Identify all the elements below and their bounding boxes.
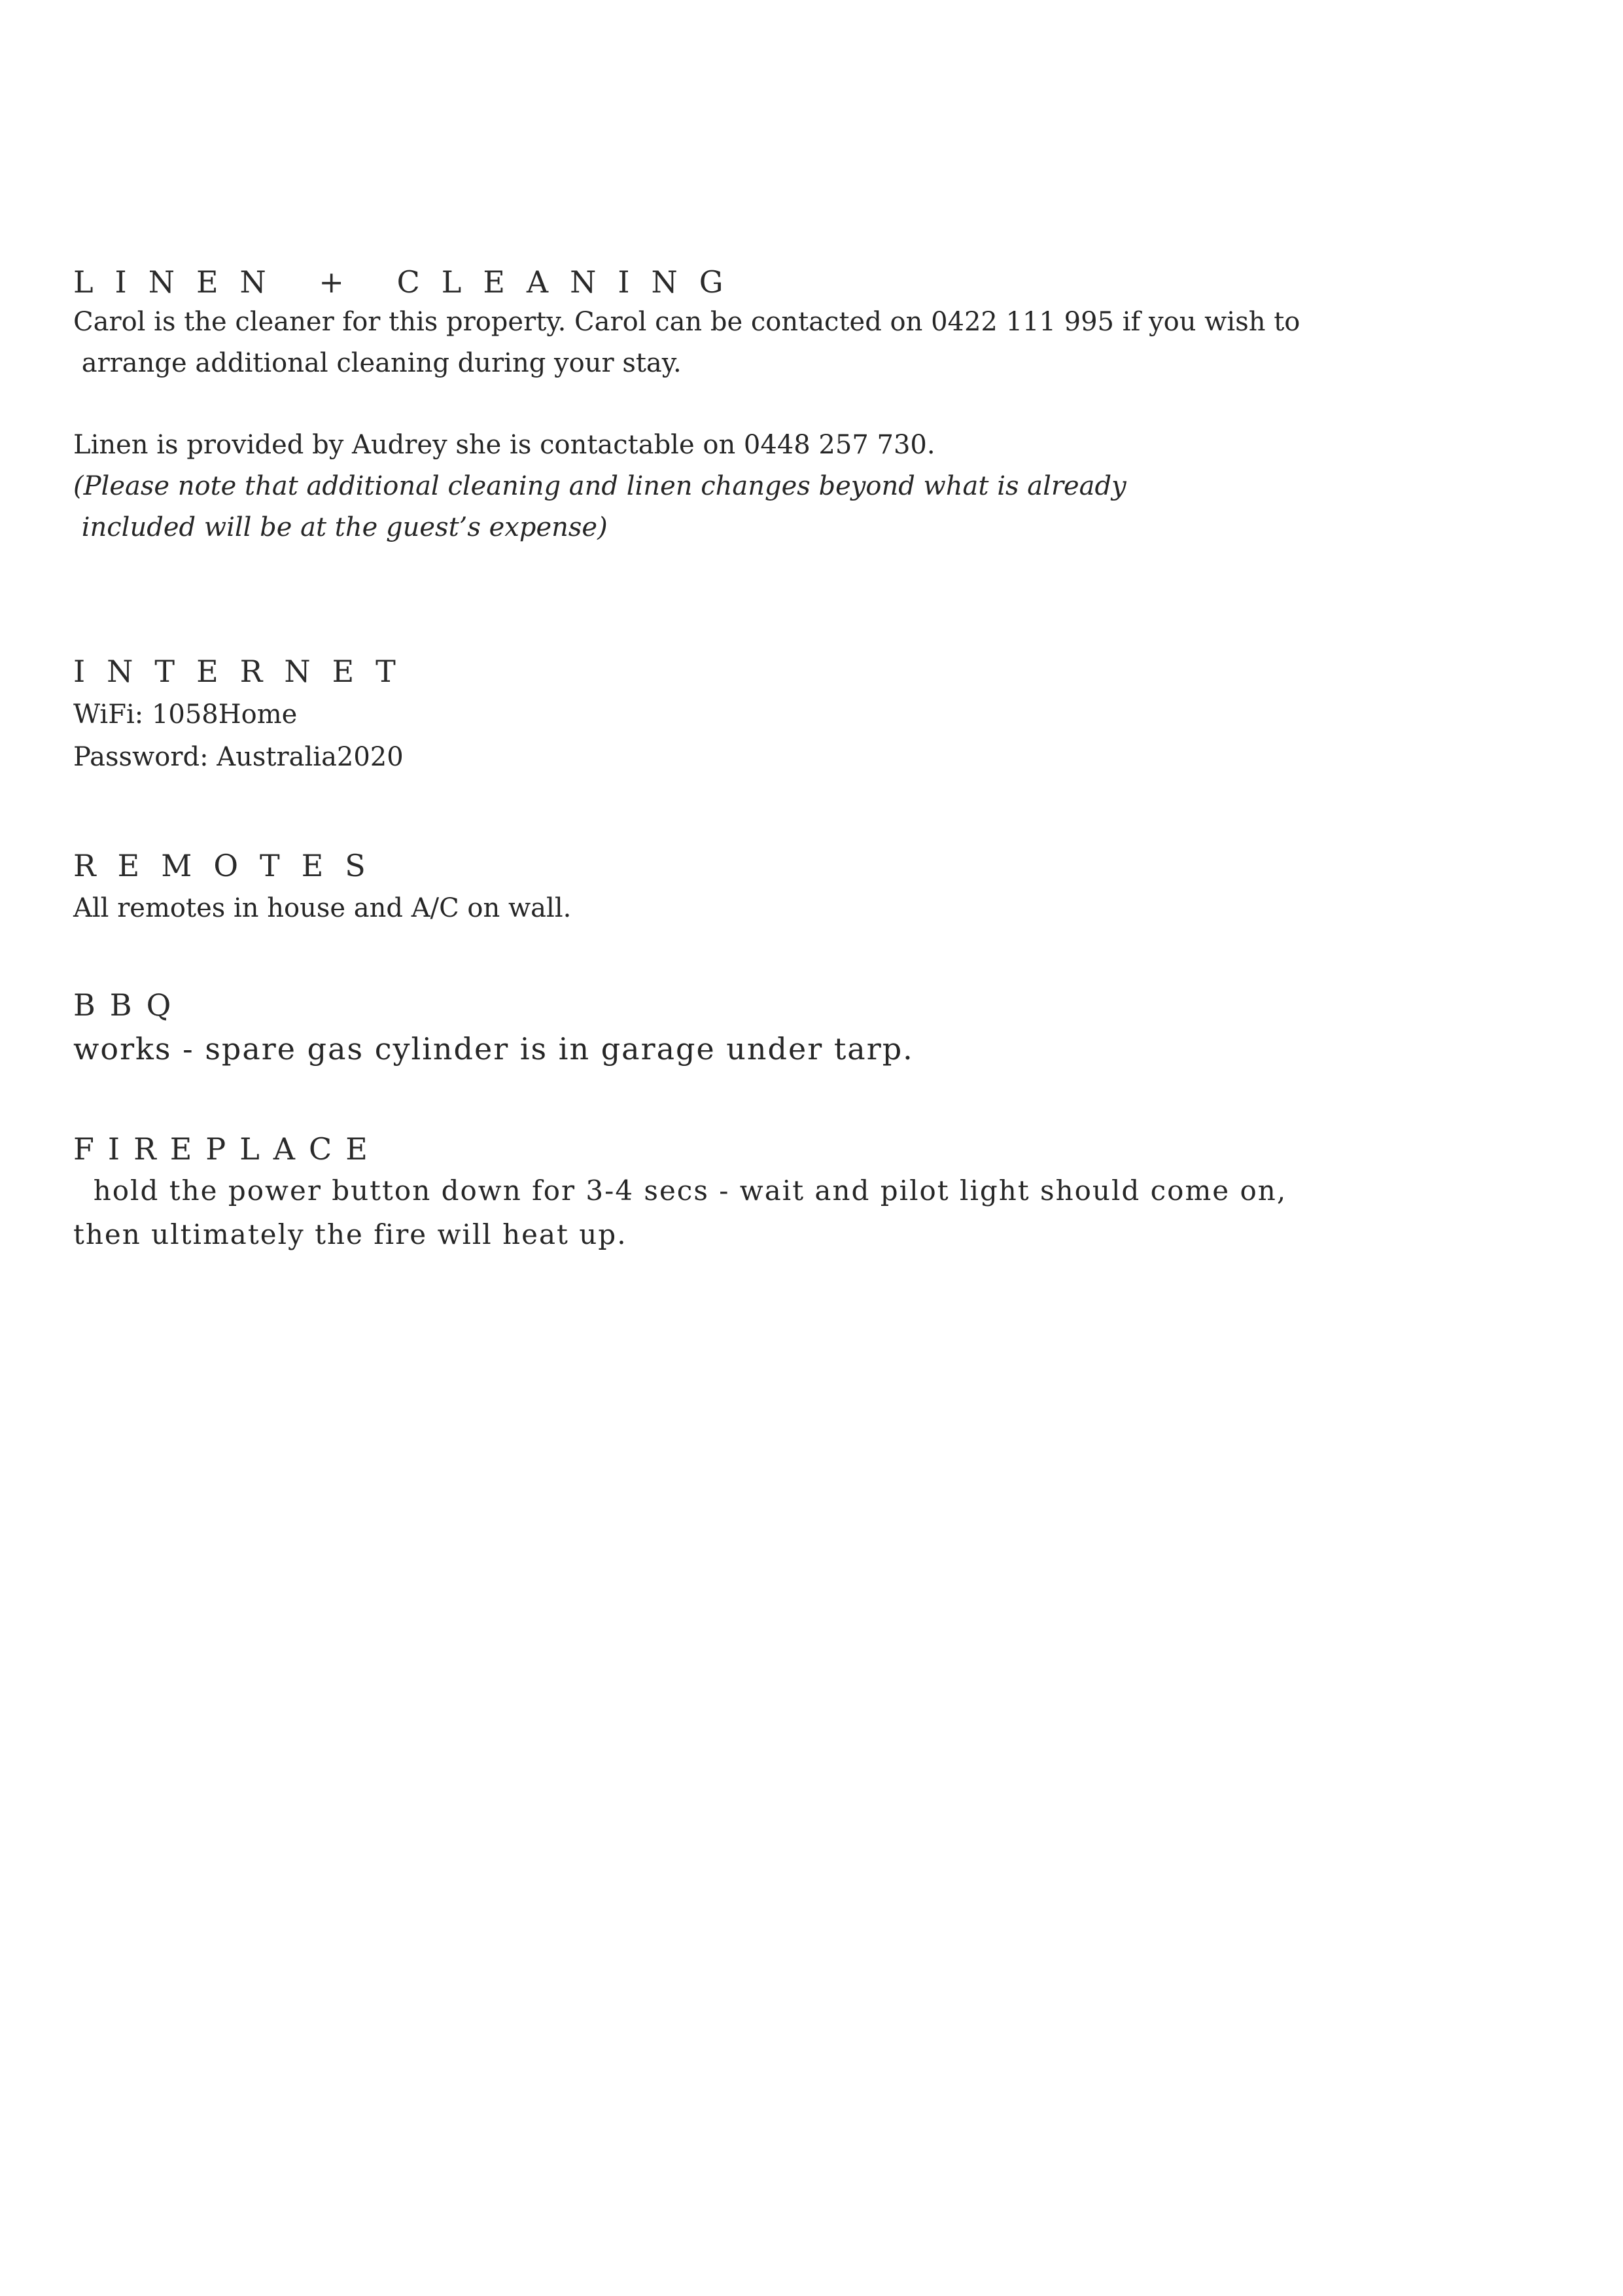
wifi-name: WiFi: 1058Home (73, 699, 298, 730)
cleaner-contact-line-1: Carol is the cleaner for this property. Carol can be contacted on 0422 111 995 if you wish to (73, 307, 1300, 337)
linen-contact-line: Linen is provided by Audrey she is contactable on 0448 257 730. (73, 430, 935, 460)
expense-note-line-2: included will be at the guest’s expense) (73, 512, 608, 542)
internet-heading: INTERNET (73, 654, 417, 689)
fireplace-instructions-line-2: then ultimately the fire will heat up. (73, 1218, 627, 1250)
remotes-text: All remotes in house and A/C on wall. (73, 893, 572, 923)
remotes-heading: REMOTES (73, 848, 387, 883)
linen-cleaning-heading: LINEN + CLEANING (73, 264, 745, 300)
expense-note-line-1: (Please note that additional cleaning and linen changes beyond what is already (73, 471, 1126, 501)
fireplace-instructions-line-1: hold the power button down for 3-4 secs - wait and pilot light should come on, (73, 1174, 1287, 1207)
fireplace-heading: FIREPLACE (73, 1131, 381, 1167)
wifi-password: Password: Australia2020 (73, 742, 404, 772)
cleaner-contact-line-2: arrange additional cleaning during your stay. (73, 348, 682, 378)
bbq-text: works - spare gas cylinder is in garage under tarp. (73, 1031, 914, 1067)
bbq-heading: BBQ (73, 987, 186, 1023)
